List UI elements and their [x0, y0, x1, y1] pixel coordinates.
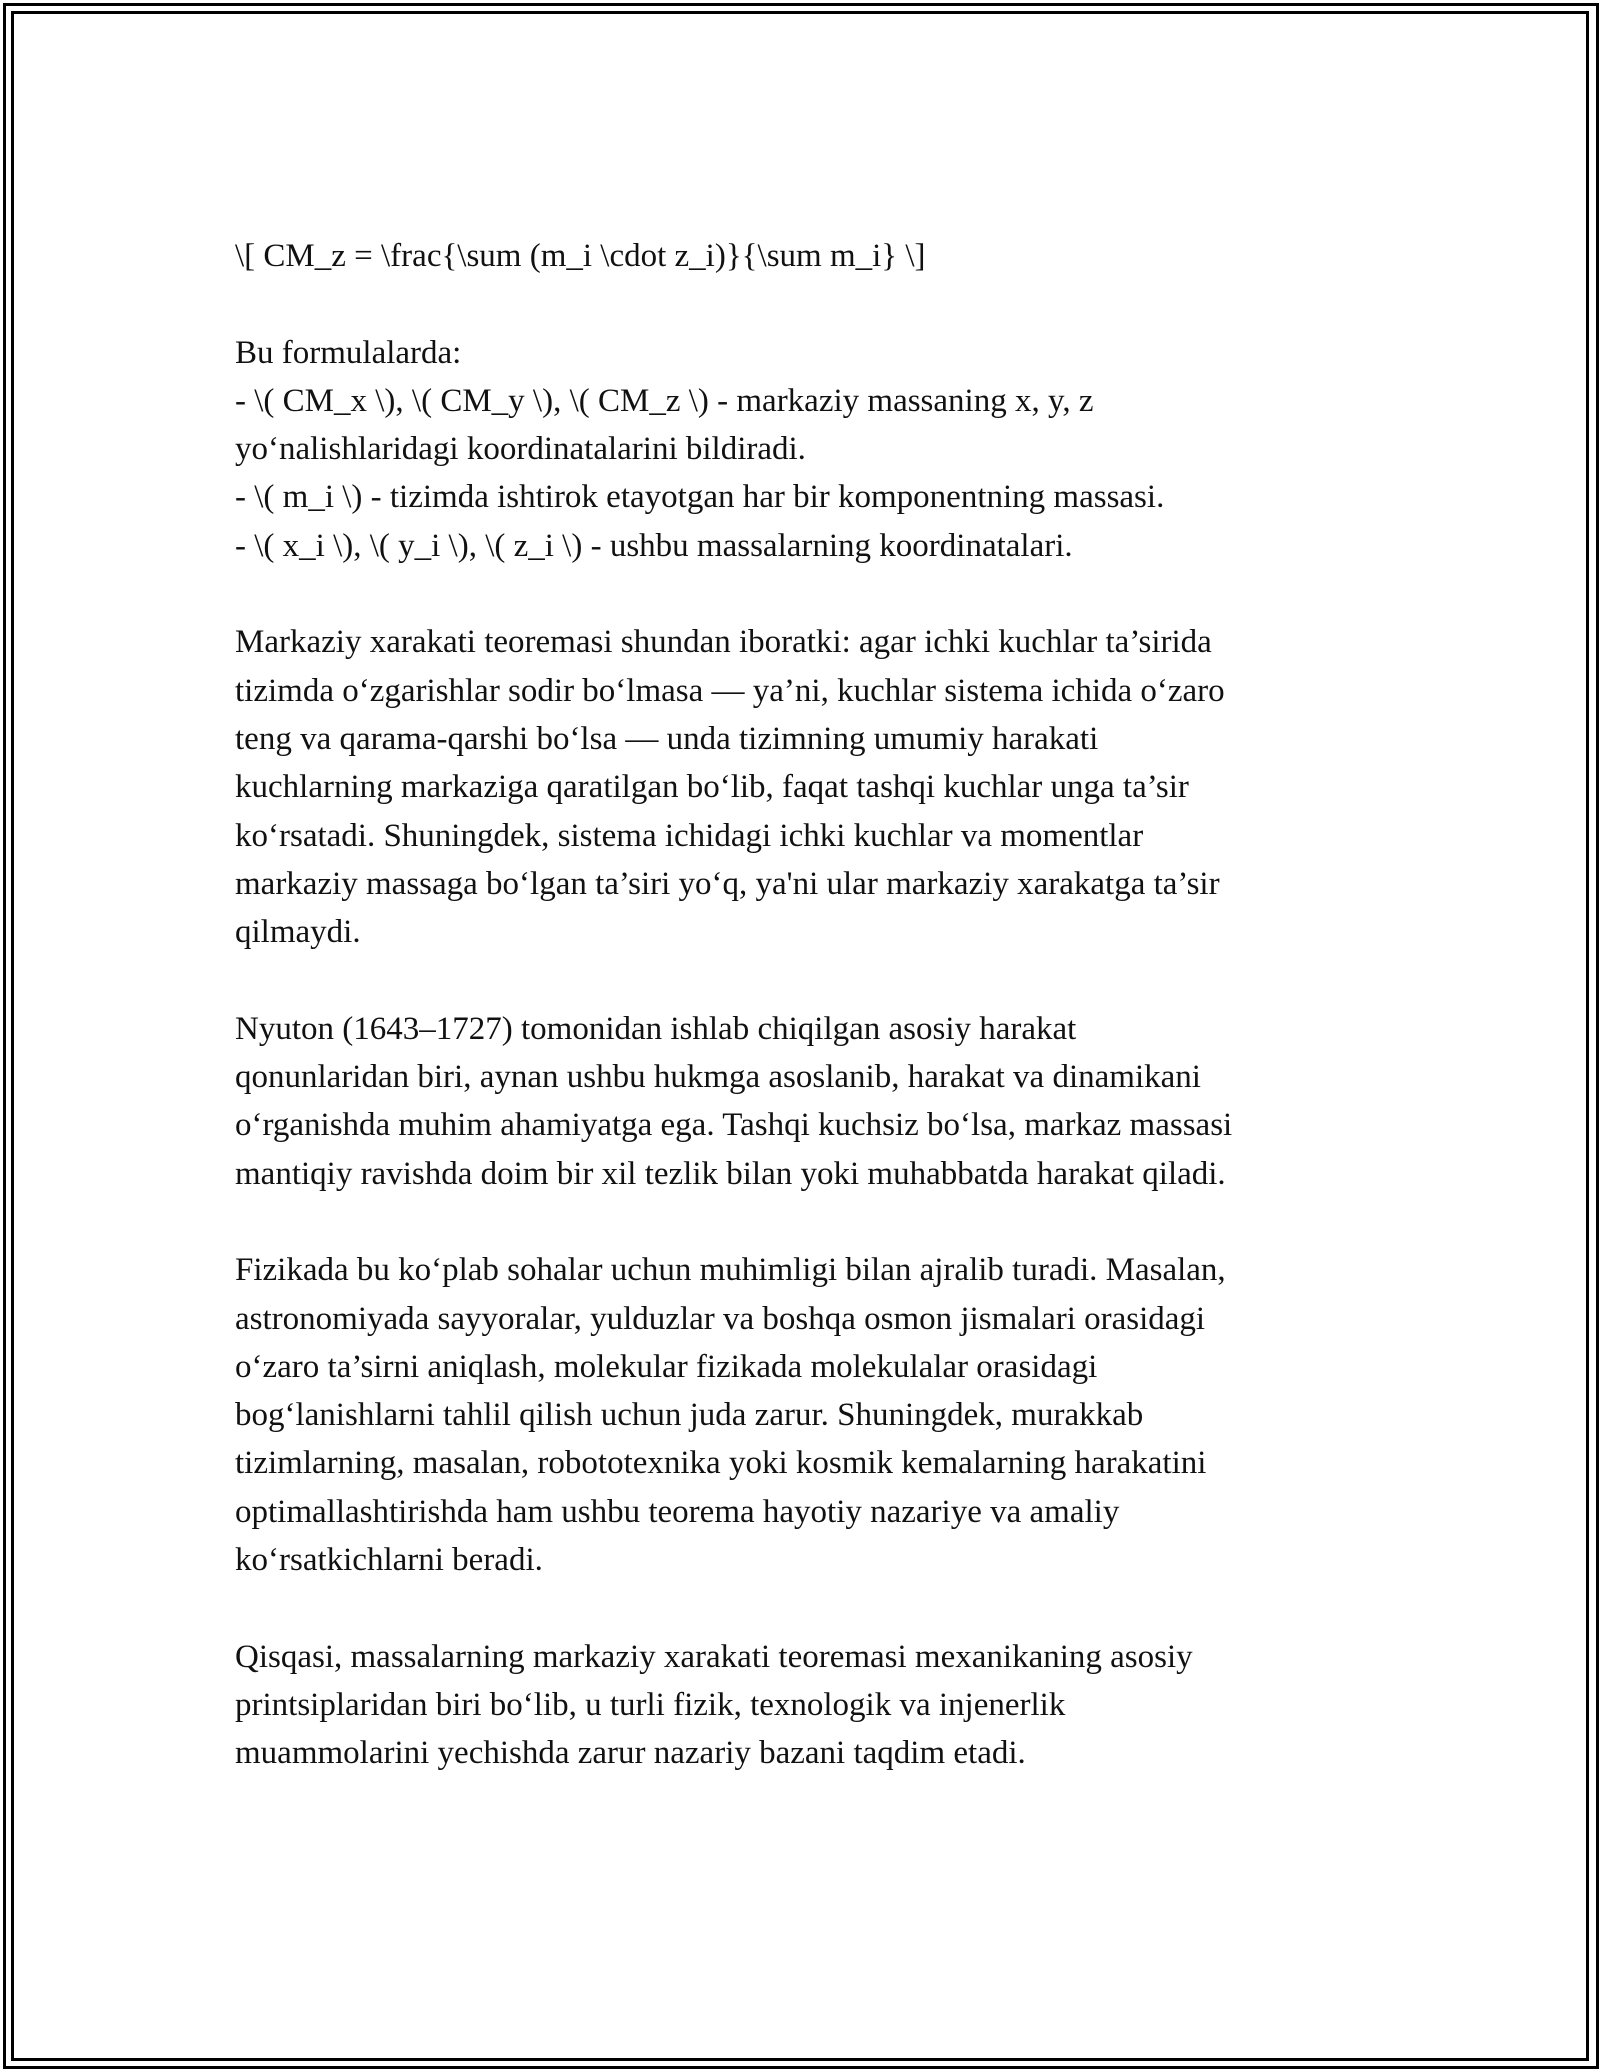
- paragraph-line: Markaziy xarakati teoremasi shundan iboratki: agar ichki kuchlar ta’sirida: [235, 624, 1212, 661]
- paragraph-line: bog‘lanishlarni tahlil qilish uchun juda zarur. Shuningdek, murakkab: [235, 1397, 1144, 1434]
- paragraph-newton: [235, 1005, 1375, 1198]
- paragraph-line: muammolarini yechishda zarur nazariy bazani taqdim etadi.: [235, 1735, 1026, 1772]
- paragraph-physics: [235, 1246, 1375, 1584]
- paragraph-line: ko‘rsatadi. Shuningdek, sistema ichidagi ichki kuchlar va momentlar: [235, 817, 1144, 854]
- paragraph-line: tizimda o‘zgarishlar sodir bo‘lmasa — ya’ni, kuchlar sistema ichida o‘zaro: [235, 672, 1225, 709]
- legend-item-line: - \( x_i \), \( y_i \), \( z_i \) - ushbu massalarning koordinatalari.: [235, 527, 1073, 564]
- paragraph-line: qilmaydi.: [235, 914, 361, 951]
- paragraph-line: o‘zaro ta’sirni aniqlash, molekular fizikada molekulalar orasidagi: [235, 1348, 1098, 1385]
- paragraph-line: ko‘rsatkichlarni beradi.: [235, 1542, 543, 1579]
- paragraph-summary: [235, 1633, 1375, 1778]
- paragraph-line: o‘rganishda muhim ahamiyatga ega. Tashqi kuchsiz bo‘lsa, markaz massasi: [235, 1107, 1233, 1144]
- paragraph-line: Qisqasi, massalarning markaziy xarakati teoremasi mexanikaning asosiy: [235, 1638, 1193, 1675]
- legend-item-line: - \( CM_x \), \( CM_y \), \( CM_z \) - markaziy massaning x, y, z: [235, 382, 1094, 419]
- paragraph-line: tizimlarning, masalan, robototexnika yoki kosmik kemalarning harakatini: [235, 1445, 1207, 1482]
- paragraph-line: astronomiyada sayyoralar, yulduzlar va boshqa osmon jismalari orasidagi: [235, 1300, 1206, 1337]
- paragraph-line: teng va qarama-qarshi bo‘lsa — unda tizimning umumiy harakati: [235, 720, 1099, 757]
- paragraph-theorem: [235, 618, 1375, 956]
- paragraph-line: qonunlaridan biri, aynan ushbu hukmga asoslanib, harakat va dinamikani: [235, 1059, 1201, 1096]
- legend-intro: Bu formulalarda:: [235, 334, 462, 371]
- legend-item-line: - \( m_i \) - tizimda ishtirok etayotgan har bir komponentning massasi.: [235, 479, 1165, 516]
- formula-line: [235, 232, 1375, 280]
- paragraph-line: kuchlarning markaziga qaratilgan bo‘lib, faqat tashqi kuchlar unga ta’sir: [235, 769, 1189, 806]
- paragraph-line: optimallashtirishda ham ushbu teorema hayotiy nazariye va amaliy: [235, 1493, 1120, 1530]
- paragraph-line: Fizikada bu ko‘plab sohalar uchun muhimligi bilan ajralib turadi. Masalan,: [235, 1252, 1226, 1289]
- paragraph-line: Nyuton (1643–1727) tomonidan ishlab chiqilgan asosiy harakat: [235, 1010, 1077, 1047]
- paragraph-line: markaziy massaga bo‘lgan ta’siri yo‘q, ya'ni ular markaziy xarakatga ta’sir: [235, 865, 1220, 902]
- document-body: [235, 232, 1375, 1778]
- formula-legend: [235, 329, 1375, 570]
- paragraph-line: mantiqiy ravishda doim bir xil tezlik bilan yoki muhabbatda harakat qiladi.: [235, 1155, 1226, 1192]
- paragraph-line: printsiplaridan biri bo‘lib, u turli fizik, texnologik va injenerlik: [235, 1686, 1066, 1723]
- formula-text: \[ CM_z = \frac{\sum (m_i \cdot z_i)}{\sum m_i} \]: [235, 238, 926, 274]
- legend-item-line: yo‘nalishlaridagi koordinatalarini bildiradi.: [235, 431, 806, 468]
